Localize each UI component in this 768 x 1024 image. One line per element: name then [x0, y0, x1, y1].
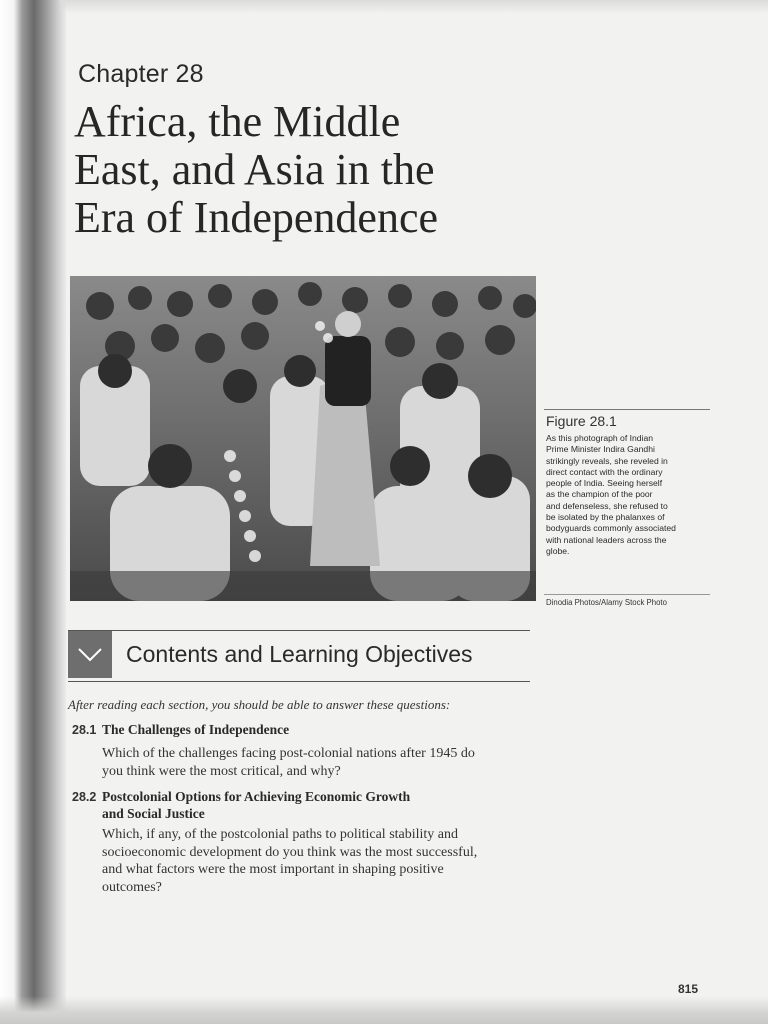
objective-question-line: outcomes?	[102, 879, 162, 895]
figure-caption-rule-bottom	[544, 594, 710, 595]
figure-caption-line: as the champion of the poor	[546, 489, 653, 500]
objective-title	[102, 788, 410, 822]
objective-question-line: you think were the most critical, and why?	[102, 763, 341, 779]
objective-question-line: Which of the challenges facing post-colonial nations after 1945 do	[102, 746, 475, 761]
objective-title-line: and Social Justice	[102, 806, 205, 821]
figure-caption-line: people of India. Seeing herself	[546, 478, 663, 489]
photo-credit: Dinodia Photos/Alamy Stock Photo	[546, 598, 667, 607]
objective-question	[102, 826, 514, 896]
objective-title	[102, 721, 289, 738]
book-spine-gutter	[0, 0, 66, 1024]
objectives-intro: After reading each section, you should be able to answer these questions:	[68, 697, 451, 712]
photo-illustration	[70, 276, 536, 601]
page-bottom-edge	[0, 996, 768, 1024]
objective-question	[102, 745, 514, 780]
objective-number: 28.2	[72, 790, 97, 804]
figure-caption-line: globe.	[546, 545, 570, 556]
objectives-header	[68, 630, 530, 682]
figure-caption	[546, 433, 706, 557]
figure-caption-line: strikingly reveals, she reveled in	[546, 455, 668, 466]
figure-caption-line: bodyguards commonly associated	[546, 523, 676, 534]
chapter-title-line: Africa, the Middle	[74, 97, 401, 146]
objectives-title: Contents and Learning Objectives	[126, 641, 473, 667]
figure-caption-line: direct contact with the ordinary	[546, 466, 663, 477]
objective-question-line: Which, if any, of the postcolonial paths to political stability and	[102, 827, 459, 842]
figure-caption-line: and defenseless, she refused to	[546, 500, 668, 511]
page-number: 815	[678, 982, 699, 996]
objective-question-line: and what factors were the most important in shaping positive	[102, 862, 444, 877]
figure-caption-line: with national leaders across the	[546, 534, 667, 545]
objective-question-line: socioeconomic development do you think was the most successful,	[102, 844, 478, 860]
figure-caption-line: be isolated by the phalanxes of	[546, 512, 665, 523]
objective-title-line: The Challenges of Independence	[102, 722, 290, 737]
objective-title-line: Postcolonial Options for Achieving Economic Growth	[102, 789, 411, 804]
page-top-shadow	[60, 0, 768, 14]
chevron-down-icon	[77, 647, 103, 663]
figure-caption-rule-top	[544, 409, 710, 410]
figure-caption-line: As this photograph of Indian	[546, 433, 654, 443]
chapter-title	[74, 98, 554, 242]
objective-number: 28.1	[72, 723, 97, 737]
figure-caption-line: Prime Minister Indira Gandhi	[546, 444, 655, 455]
section-marker-box	[68, 631, 112, 678]
chapter-title-line: Era of Independence	[74, 193, 439, 242]
chapter-title-line: East, and Asia in the	[74, 145, 435, 194]
chapter-label: Chapter 28	[78, 60, 204, 88]
crowd-photograph	[70, 276, 536, 601]
figure-label: Figure 28.1	[546, 413, 617, 429]
